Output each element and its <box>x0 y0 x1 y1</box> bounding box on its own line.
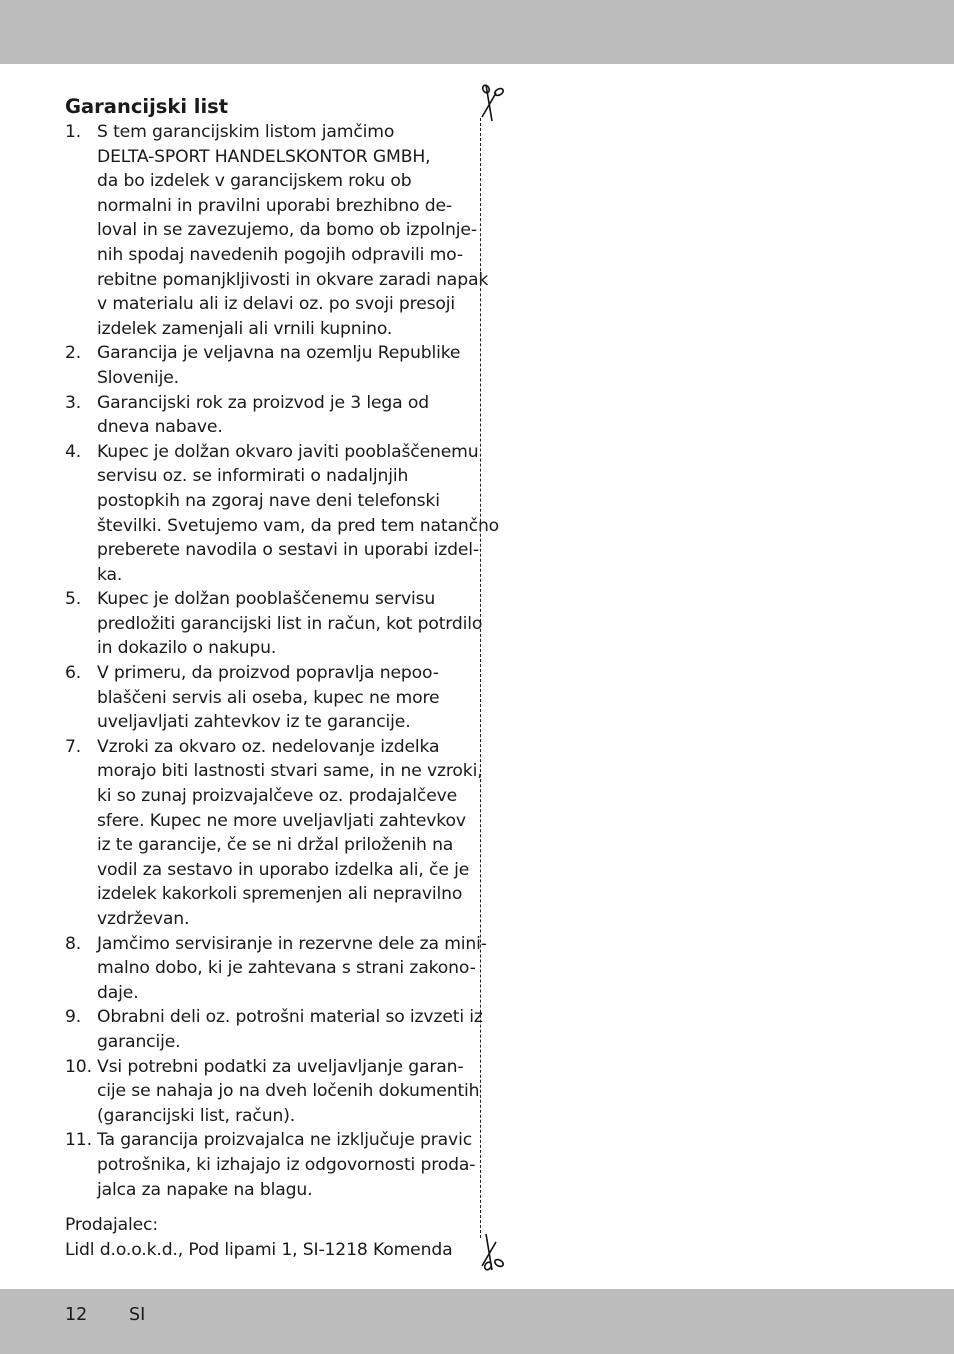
term-text-line: vzdrževan. <box>97 909 190 929</box>
term-text-line: sfere. Kupec ne more uveljavljati zahtevkov <box>97 810 466 831</box>
term-text-line: malno dobo, ki je zahtevana s strani zakono- <box>97 958 476 979</box>
list-item <box>65 1128 476 1202</box>
list-item <box>65 120 489 341</box>
header-band <box>0 0 954 64</box>
term-text-line: morajo biti lastnosti stvari same, in ne vzroki, <box>97 761 483 782</box>
seller-info <box>65 1213 470 1262</box>
term-text-line: iz te garancije, če se ni držal priloženih na <box>97 835 454 856</box>
term-text-line: predložiti garancijski list in račun, kot potrdilo <box>97 613 483 634</box>
term-number: 3. <box>65 392 82 413</box>
list-item <box>65 661 470 735</box>
scissors-icon <box>476 1232 506 1272</box>
term-number: 9. <box>65 1007 82 1028</box>
term-text-line: postopkih na zgoraj nave deni telefonski <box>97 490 440 511</box>
term-number: 1. <box>65 122 82 142</box>
list-item <box>65 1005 483 1054</box>
term-text-line: Kupec je dolžan pooblaščenemu servisu <box>97 589 436 610</box>
term-text-line: daje. <box>97 982 139 1003</box>
term-text-line: in dokazilo o nakupu. <box>97 638 277 659</box>
term-text-line: nih spodaj navedenih pogojih odpravili mo- <box>97 244 463 265</box>
term-text-line: številki. Svetujemo vam, da pred tem natančno <box>97 515 500 536</box>
term-text-line: da bo izdelek v garancijskem roku ob <box>97 171 412 192</box>
term-text-line: Ta garancija proizvajalca ne izključuje pravic <box>97 1130 473 1151</box>
warranty-terms-list <box>65 120 500 1202</box>
term-text-line: Garancijski rok za proizvod je 3 lega od <box>97 392 429 413</box>
term-text-line: v materialu ali iz delavi oz. po svoji presoji <box>97 294 456 315</box>
term-text-line: blaščeni servis ali oseba, kupec ne more <box>97 687 440 708</box>
term-text-line: Jamčimo servisiranje in rezervne dele za mini- <box>97 933 487 954</box>
list-item <box>65 735 483 932</box>
term-text-line: cije se nahaja jo na dveh ločenih dokumentih <box>97 1081 480 1102</box>
term-number: 11. <box>65 1130 92 1151</box>
term-text-line: preberete navodila o sestavi in uporabi izdel- <box>97 540 479 561</box>
term-number: 10. <box>65 1056 92 1077</box>
page-title: Garancijski list <box>65 95 229 118</box>
term-number: 8. <box>65 933 82 954</box>
term-text-line: servisu oz. se informirati o nadaljnjih <box>97 466 409 487</box>
term-text-line: Slovenije. <box>97 367 179 388</box>
list-item <box>65 932 487 1006</box>
term-number: 4. <box>65 441 82 462</box>
term-text-line: ki so zunaj proizvajalčeve oz. prodajalčeve <box>97 786 458 807</box>
scissors-icon <box>476 83 506 123</box>
term-text-line: jalca za napake na blagu. <box>97 1179 313 1200</box>
term-number: 6. <box>65 663 82 684</box>
term-text-line: Vsi potrebni podatki za uveljavljanje garan- <box>97 1056 464 1077</box>
list-item <box>65 440 500 588</box>
term-text-line: izdelek zamenjali ali vrnili kupnino. <box>97 318 393 339</box>
warranty-content <box>65 94 500 1262</box>
term-text-line: (garancijski list, račun). <box>97 1105 296 1126</box>
list-item <box>65 587 483 661</box>
term-text-line: Kupec je dolžan okvaro javiti pooblaščenemu <box>97 441 479 462</box>
term-text-line: DELTA-SPORT HANDELSKONTOR GMBH, <box>97 146 431 167</box>
term-text-line: Obrabni deli oz. potrošni material so izvzeti iz <box>97 1007 483 1028</box>
term-number: 5. <box>65 589 82 610</box>
term-number: 2. <box>65 343 82 364</box>
term-text-line: garancije. <box>97 1031 181 1052</box>
term-text-line: S tem garancijskim listom jamčimo <box>97 122 395 142</box>
list-item <box>65 341 470 390</box>
term-text-line: dneva nabave. <box>97 417 223 438</box>
term-number: 7. <box>65 736 82 757</box>
list-item <box>65 391 470 440</box>
term-text-line: ka. <box>97 564 123 585</box>
language-code: SI <box>129 1305 146 1325</box>
seller-address: Lidl d.o.o.k.d., Pod lipami 1, SI-1218 Komenda <box>65 1239 453 1260</box>
cut-line <box>480 118 481 1238</box>
list-item <box>65 1055 480 1129</box>
term-text-line: loval in se zavezujemo, da bomo ob izpolnje- <box>97 220 477 241</box>
term-text-line: uveljavljati zahtevkov iz te garancije. <box>97 712 411 733</box>
term-text-line: normalni in pravilni uporabi brezhibno de- <box>97 195 452 216</box>
page-number: 12 <box>65 1305 88 1325</box>
term-text-line: vodil za sestavo in uporabo izdelka ali, če je <box>97 859 470 880</box>
term-text-line: izdelek kakorkoli spremenjen ali nepravilno <box>97 884 463 905</box>
term-text-line: Garancija je veljavna na ozemlju Republike <box>97 343 461 364</box>
term-text-line: Vzroki za okvaro oz. nedelovanje izdelka <box>97 736 440 757</box>
term-text-line: V primeru, da proizvod popravlja nepoo- <box>97 663 439 684</box>
seller-label: Prodajalec: <box>65 1215 158 1236</box>
term-text-line: rebitne pomanjkljivosti in okvare zaradi napak <box>97 269 489 290</box>
term-text-line: potrošnika, ki izhajajo iz odgovornosti proda- <box>97 1154 476 1175</box>
